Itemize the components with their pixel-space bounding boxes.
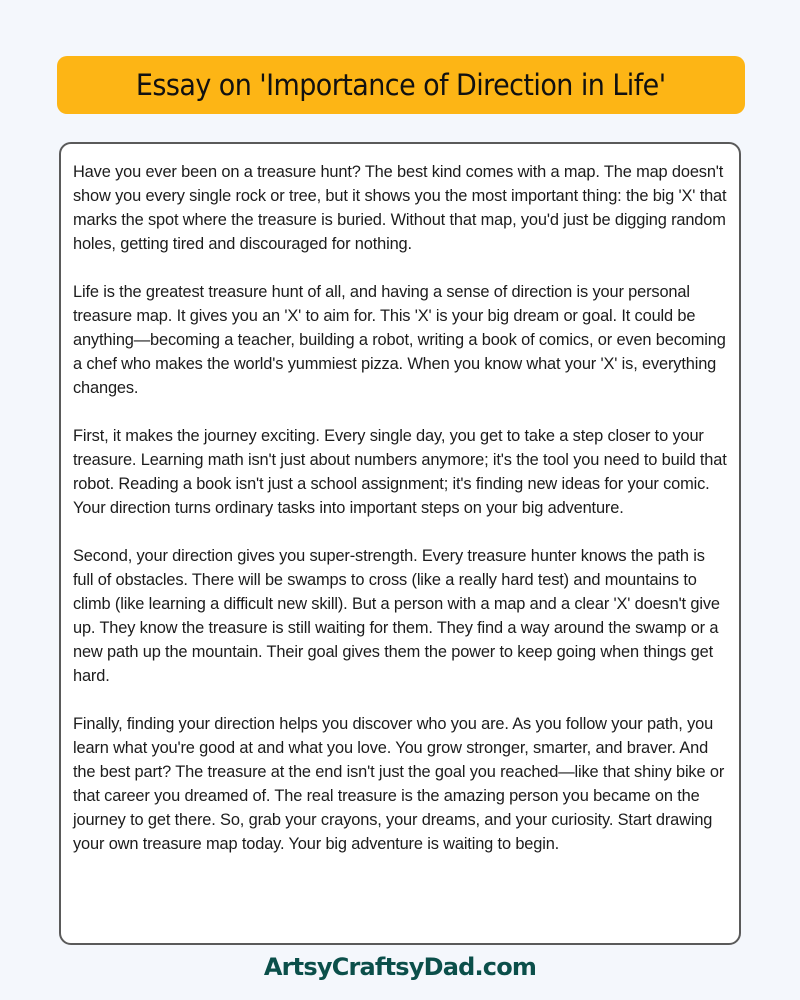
essay-paragraph-5: Finally, finding your direction helps you discover who you are. As you follow your path, you learn what you're good at and what you love. You grow stronger, smarter, and braver. And the best part? The treasure at the end isn't just the goal you reached—like that shiny bike or that career you dreamed of. The real treasure is the amazing person you became on the journey to get there. So, grab your crayons, your dreams, and your curiosity. Start drawing your own treasure map today. Your big adventure is waiting to begin. bbox=[73, 715, 725, 853]
site-watermark: ArtsyCraftsyDad.com bbox=[263, 953, 537, 981]
title-banner bbox=[57, 56, 745, 114]
essay-paragraph-2: Life is the greatest treasure hunt of all, and having a sense of direction is your personal treasure map. It gives you an 'X' to aim for. This 'X' is your big dream or goal. It could be anything—becoming a teacher, building a robot, writing a book of comics, or even becoming a chef who makes the world's yummiest pizza. When you know what your 'X' is, everything changes. bbox=[73, 283, 726, 397]
essay-paragraph-3: First, it makes the journey exciting. Every single day, you get to take a step closer to your treasure. Learning math isn't just about numbers anymore; it's the tool you need to build that robot. Reading a book isn't just a school assignment; it's finding new ideas for your comic. Your direction turns ordinary tasks into important steps on your big adventure. bbox=[73, 427, 727, 517]
essay-paragraph-1: Have you ever been on a treasure hunt? The best kind comes with a map. The map doesn't show you every single rock or tree, but it shows you the most important thing: the big 'X' that marks the spot where the treasure is buried. Without that map, you'd just be digging random holes, getting tired and discouraged for nothing. bbox=[73, 163, 727, 253]
page-title: Essay on 'Importance of Direction in Life' bbox=[136, 68, 666, 102]
essay-paragraph-4: Second, your direction gives you super-strength. Every treasure hunter knows the path is full of obstacles. There will be swamps to cross (like a really hard test) and mountains to climb (like learning a difficult new skill). But a person with a map and a clear 'X' doesn't give up. They know the treasure is still waiting for them. They find a way around the swamp or a new path up the mountain. Their goal gives them the power to keep going when things get hard. bbox=[73, 547, 720, 685]
essay-body bbox=[59, 142, 741, 945]
